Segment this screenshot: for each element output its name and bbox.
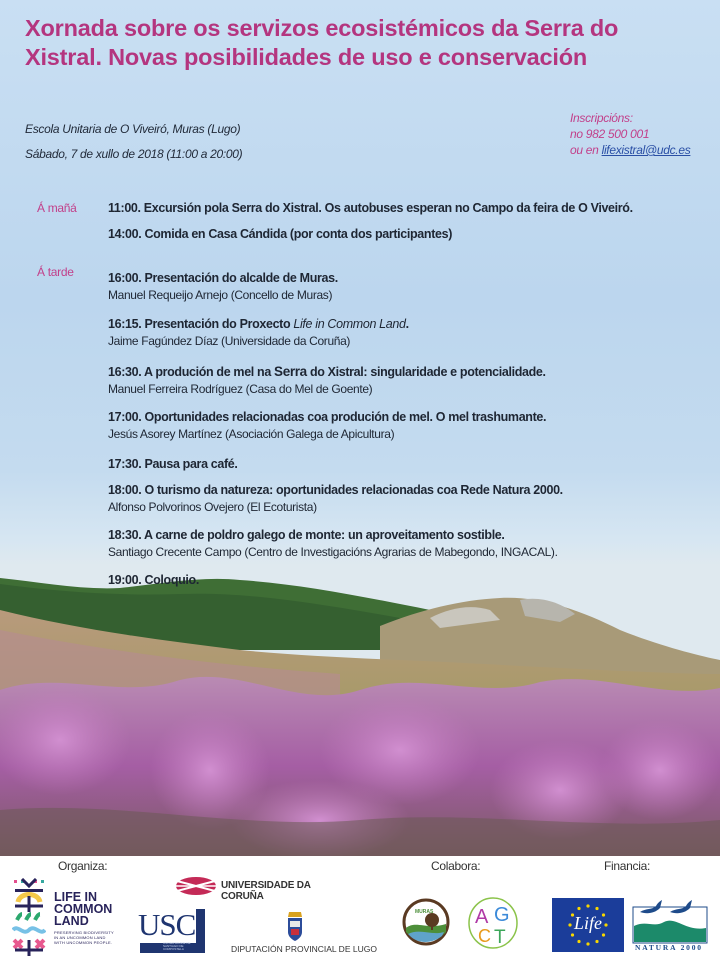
agenda-item	[108, 572, 199, 589]
usc-text: USC	[138, 907, 196, 942]
title-line-2: Xistral. Novas posibilidades de uso e conservación	[25, 44, 588, 70]
agenda-item	[108, 226, 452, 243]
lugo-name: DIPUTACIÓN PROVINCIAL DE LUGO	[231, 944, 377, 954]
agenda-item	[108, 316, 409, 350]
title-line-1: Xornada sobre os servizos ecosistémicos da Serra do	[25, 15, 619, 41]
logo-tagline: PRESERVING BIODIVERSITY	[54, 930, 114, 935]
svg-text:G: G	[494, 904, 510, 926]
organiza-label: Organiza:	[58, 859, 108, 873]
lugo-logo	[230, 908, 377, 956]
title-text: 16:15. Presentación do Proxecto	[108, 317, 294, 331]
natura-2000-logo	[632, 898, 708, 954]
agenda-item-title	[108, 363, 546, 381]
title-end: do Xistral: singularidade e potencialidade.	[306, 365, 546, 379]
lugo-coat-of-arms-icon	[285, 908, 305, 942]
agenda-item-speaker: Jesús Asorey Martínez (Asociación Galega de Apicultura)	[108, 427, 395, 441]
muras-logo	[402, 898, 450, 946]
agenda-item-speaker: Jaime Fagúndez Díaz (Universidade da Coruña)	[108, 334, 351, 348]
agenda-item-title: 17:00. Oportunidades relacionadas coa produción de mel. O mel trashumante.	[108, 410, 547, 424]
life-text: Life	[574, 913, 603, 933]
title-emphasis: Serra	[274, 364, 307, 379]
agenda-item	[108, 200, 633, 217]
natura-birds-icon	[632, 898, 708, 944]
agenda-item-title: 18:00. O turismo da natureza: oportunidades relacionadas coa Rede Natura 2000.	[108, 483, 563, 497]
session-label-morning: Á mañá	[37, 201, 77, 215]
life-in-common-land-logo	[12, 878, 122, 956]
sponsors-footer	[0, 856, 720, 960]
agenda-item-title: 18:30. A carne de poldro galego de monte: un aproveitamento sostible.	[108, 528, 505, 542]
registration-email-line	[570, 142, 690, 158]
logo-tagline: IN AN UNCOMMON LAND	[54, 935, 106, 940]
svg-text:C: C	[478, 926, 491, 946]
logo-text-line: LIFE IN	[54, 890, 98, 904]
logo-tagline: WITH UNCOMMON PEOPLE.	[54, 940, 113, 945]
agenda-item-title: 11:00. Excursión pola Serra do Xistral. Os autobuses esperan no Campo da feira de O Viveiró.	[108, 201, 633, 215]
colabora-label: Colabora:	[431, 859, 481, 873]
natura-name: NATURA 2000	[635, 943, 703, 952]
udc-logo	[175, 876, 345, 902]
email-prefix: ou en	[570, 143, 602, 157]
usc-subtitle: UNIVERSIDADE DE SANTIAGO DE COMPOSTELA	[163, 941, 191, 951]
agenda-item-title: 17:30. Pausa para café.	[108, 457, 238, 471]
udc-emblem-icon	[175, 876, 217, 896]
logo-text-line: LAND	[54, 914, 89, 928]
usc-logo	[140, 909, 205, 953]
agenda-item-speaker: Manuel Ferreira Rodríguez (Casa do Mel de Goente)	[108, 382, 373, 396]
eu-life-logo	[552, 898, 624, 952]
agenda-item	[108, 363, 546, 398]
life-common-land-emblem-icon	[12, 878, 46, 956]
agenda-item-speaker: Manuel Requeijo Arnejo (Concello de Muras)	[108, 288, 333, 302]
page-title	[25, 14, 715, 72]
registration-email-link[interactable]: lifexistral@udc.es	[601, 143, 691, 157]
agenda-item-title: 14:00. Comida en Casa Cándida (por conta dos participantes)	[108, 227, 453, 241]
title-end: .	[405, 317, 409, 331]
svg-text:A: A	[475, 906, 489, 928]
agenda-item	[108, 482, 563, 516]
registration-info	[570, 110, 690, 158]
registration-label: Inscripcións:	[570, 111, 633, 125]
agenda-item	[108, 456, 238, 473]
event-venue-date	[25, 121, 242, 171]
udc-name: UNIVERSIDADE DA CORUÑA	[221, 880, 311, 902]
muras-name: MURAS	[415, 909, 434, 915]
registration-phone: no 982 500 001	[570, 127, 650, 141]
agenda-item-title: 16:00. Presentación do alcalde de Muras.	[108, 271, 338, 285]
event-date: Sábado, 7 de xullo de 2018 (11:00 a 20:00)	[25, 147, 243, 161]
heathland-photo	[0, 570, 720, 856]
venue-place: Escola Unitaria de O Viveiró, Muras (Lugo)	[25, 122, 241, 136]
agct-emblem-icon	[466, 896, 520, 950]
svg-text:T: T	[494, 927, 506, 948]
logo-text-line: COMMON	[54, 902, 113, 916]
agenda-item-title: 19:00. Coloquio.	[108, 573, 199, 587]
agenda-item	[108, 527, 558, 561]
agenda-item	[108, 409, 546, 443]
agenda-item-speaker: Santiago Crecente Campo (Centro de Investigacións Agrarias de Mabegondo, INGACAL).	[108, 545, 558, 559]
project-name: Life in Common Land	[293, 317, 406, 331]
agenda-item-speaker: Alfonso Polvorinos Ovejero (El Ecoturista)	[108, 500, 317, 514]
agenda-item	[108, 270, 338, 304]
financia-label: Financia:	[604, 859, 650, 873]
session-label-afternoon: Á tarde	[37, 265, 74, 279]
title-text: 16:30. A produción de mel na	[108, 365, 275, 379]
muras-emblem-icon	[402, 898, 450, 946]
agenda-item-title	[108, 316, 409, 333]
agct-logo	[466, 896, 520, 950]
